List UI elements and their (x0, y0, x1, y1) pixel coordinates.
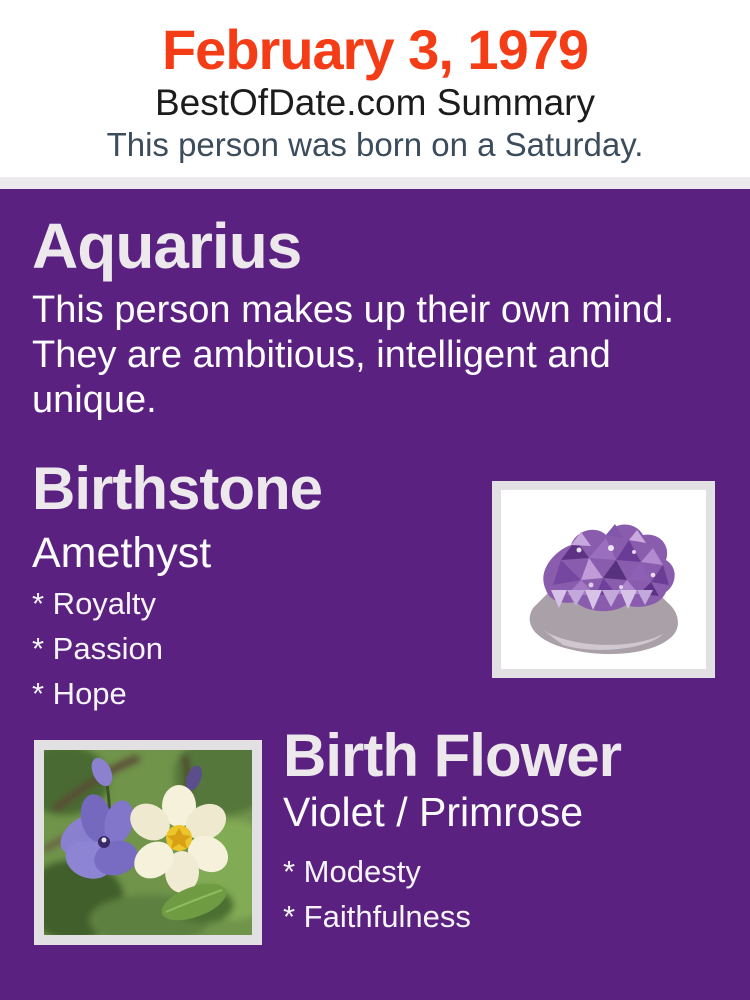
zodiac-name-heading: Aquarius (32, 210, 302, 282)
amethyst-illustration (501, 490, 706, 669)
birth-flower-trait-list (283, 849, 471, 939)
birthstone-trait: * Passion (32, 631, 163, 666)
header (0, 0, 750, 177)
birthstone-trait: * Hope (32, 676, 127, 711)
birth-flower-trait: * Modesty (283, 854, 421, 889)
flower-illustration (44, 750, 252, 935)
zodiac-description: This person makes up their own mind. They are ambitious, intelligent and unique. (32, 289, 675, 421)
born-day-line: This person was born on a Saturday. (106, 126, 644, 163)
birth-flower-heading: Birth Flower (283, 722, 622, 789)
birth-flower-name: Violet / Primrose (283, 789, 584, 835)
birthstone-trait-list (32, 581, 163, 716)
site-summary-title: BestOfDate.com Summary (154, 82, 595, 123)
birthstone-name: Amethyst (32, 529, 212, 577)
violet-primrose-photo (34, 740, 262, 945)
divider-band (0, 177, 750, 189)
summary-body (0, 189, 750, 1000)
birthstone-heading: Birthstone (32, 455, 322, 522)
date-title: February 3, 1979 (161, 18, 589, 81)
birthstone-trait: * Royalty (32, 586, 157, 621)
amethyst-photo (492, 481, 715, 678)
birth-flower-trait: * Faithfulness (283, 899, 471, 934)
